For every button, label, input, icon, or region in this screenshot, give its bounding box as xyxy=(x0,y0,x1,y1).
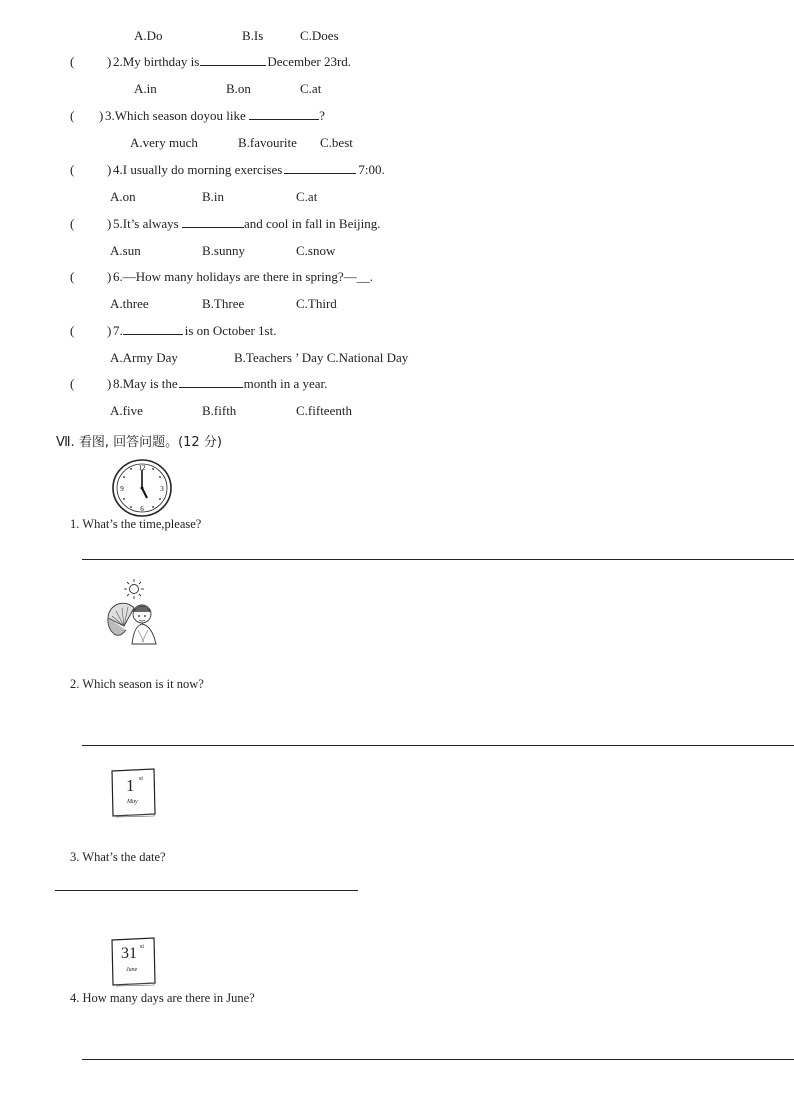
summer-fan-icon xyxy=(104,578,162,648)
calendar-may-month: May xyxy=(127,799,138,805)
q6-answer-paren-close: ) xyxy=(107,269,112,284)
q5-stem-before: 5.It’s always xyxy=(113,216,179,231)
q7-blank[interactable] xyxy=(123,323,183,335)
q4-stem-before: 4.I usually do morning exercises xyxy=(113,162,283,177)
q5-option-c: C.snow xyxy=(296,243,336,258)
q5-option-b: B.sunny xyxy=(202,243,245,258)
q5-stem xyxy=(113,216,380,232)
answer-line-3[interactable] xyxy=(55,890,358,891)
section-7-title: Ⅶ. 看图, 回答问题。(12 分) xyxy=(56,435,222,450)
q1-option-b: B.Is xyxy=(242,28,264,43)
q6-option-b: B.Three xyxy=(202,296,245,311)
q8-option-a: A.five xyxy=(110,403,143,418)
q8-option-b: B.fifth xyxy=(202,403,237,418)
q4-answer-paren[interactable]: ( xyxy=(70,162,75,177)
q2-option-c: C.at xyxy=(300,81,322,96)
calendar-june-month: June xyxy=(126,967,138,973)
q8-stem-before: 8.May is the xyxy=(113,376,178,391)
clock-number-6: 6 xyxy=(140,505,144,513)
clock-icon xyxy=(111,458,173,518)
calendar-june-suffix: st xyxy=(140,944,145,950)
q6-option-c: C.Third xyxy=(296,296,337,311)
q2-stem-before: 2.My birthday is xyxy=(113,54,200,69)
q4-answer-paren-close: ) xyxy=(107,162,112,177)
q4-stem-after: 7:00. xyxy=(358,162,385,177)
answer-line-2[interactable] xyxy=(82,745,794,746)
q4-blank[interactable] xyxy=(284,162,356,174)
calendar-may-icon xyxy=(109,768,155,816)
q3-option-c: C.best xyxy=(320,135,353,150)
q7-stem-before: 7. xyxy=(113,323,123,338)
q5-stem-after: and cool in fall in Beijing. xyxy=(243,216,381,231)
q3-answer-paren-close: ) xyxy=(99,108,104,123)
q7-answer-paren-close: ) xyxy=(107,323,112,338)
q5-answer-paren[interactable]: ( xyxy=(70,216,75,231)
q2-stem xyxy=(113,54,351,70)
q1-option-c: C.Does xyxy=(300,28,339,43)
q5-option-a: A.sun xyxy=(110,243,141,258)
q8-blank[interactable] xyxy=(179,376,243,388)
q3-option-b: B.favourite xyxy=(238,135,297,150)
question-1: 1. What’s the time,please? xyxy=(70,517,202,531)
q5-blank[interactable] xyxy=(182,216,244,228)
q5-answer-paren-close: ) xyxy=(107,216,112,231)
q7-stem-after: is on October 1st. xyxy=(184,323,277,338)
q8-answer-paren[interactable]: ( xyxy=(70,376,75,391)
q2-option-b: B.on xyxy=(226,81,251,96)
q3-option-a: A.very much xyxy=(130,135,198,150)
q3-stem xyxy=(105,108,325,124)
q4-stem xyxy=(113,162,385,178)
q2-option-a: A.in xyxy=(134,81,157,96)
answer-line-1[interactable] xyxy=(82,559,794,560)
answer-line-4[interactable] xyxy=(82,1059,794,1060)
q3-answer-paren[interactable]: ( xyxy=(70,108,75,123)
q2-answer-paren[interactable]: ( xyxy=(70,54,75,69)
q6-answer-paren[interactable]: ( xyxy=(70,269,75,284)
q8-option-c: C.fifteenth xyxy=(296,403,352,418)
clock-number-9: 9 xyxy=(120,485,124,493)
question-4: 4. How many days are there in June? xyxy=(70,991,255,1005)
q7-stem xyxy=(113,323,276,339)
q2-blank[interactable] xyxy=(200,54,266,66)
q6-option-a: A.three xyxy=(110,296,149,311)
question-2: 2. Which season is it now? xyxy=(70,677,204,691)
clock-number-3: 3 xyxy=(160,485,164,493)
calendar-may-suffix: st xyxy=(139,776,144,782)
q4-option-b: B.in xyxy=(202,189,225,204)
q7-answer-paren[interactable]: ( xyxy=(70,323,75,338)
q1-option-a: A.Do xyxy=(134,28,163,43)
q2-stem-after: December 23rd. xyxy=(267,54,352,69)
q8-stem-after: month in a year. xyxy=(243,376,328,391)
q3-blank[interactable] xyxy=(249,108,319,120)
q8-stem xyxy=(113,376,327,392)
q3-stem-after: ? xyxy=(319,108,325,123)
question-3: 3. What’s the date? xyxy=(70,850,166,864)
q3-stem-before: 3.Which season doyou like xyxy=(105,108,246,123)
q2-answer-paren-close: ) xyxy=(107,54,112,69)
calendar-june-icon xyxy=(109,937,155,985)
calendar-may-day: 1 xyxy=(126,776,135,795)
q7-option-a: A.Army Day xyxy=(110,350,178,365)
sun-icon xyxy=(124,579,144,599)
q8-answer-paren-close: ) xyxy=(107,376,112,391)
q7-option-b: B.Teachers ’ Day C.National Day xyxy=(234,350,409,365)
q6-stem: 6.—How many holidays are there in spring?—__. xyxy=(113,269,373,284)
clock-number-12: 12 xyxy=(138,464,146,472)
q4-option-c: C.at xyxy=(296,189,318,204)
calendar-june-day: 31 xyxy=(121,945,137,962)
q4-option-a: A.on xyxy=(110,189,136,204)
